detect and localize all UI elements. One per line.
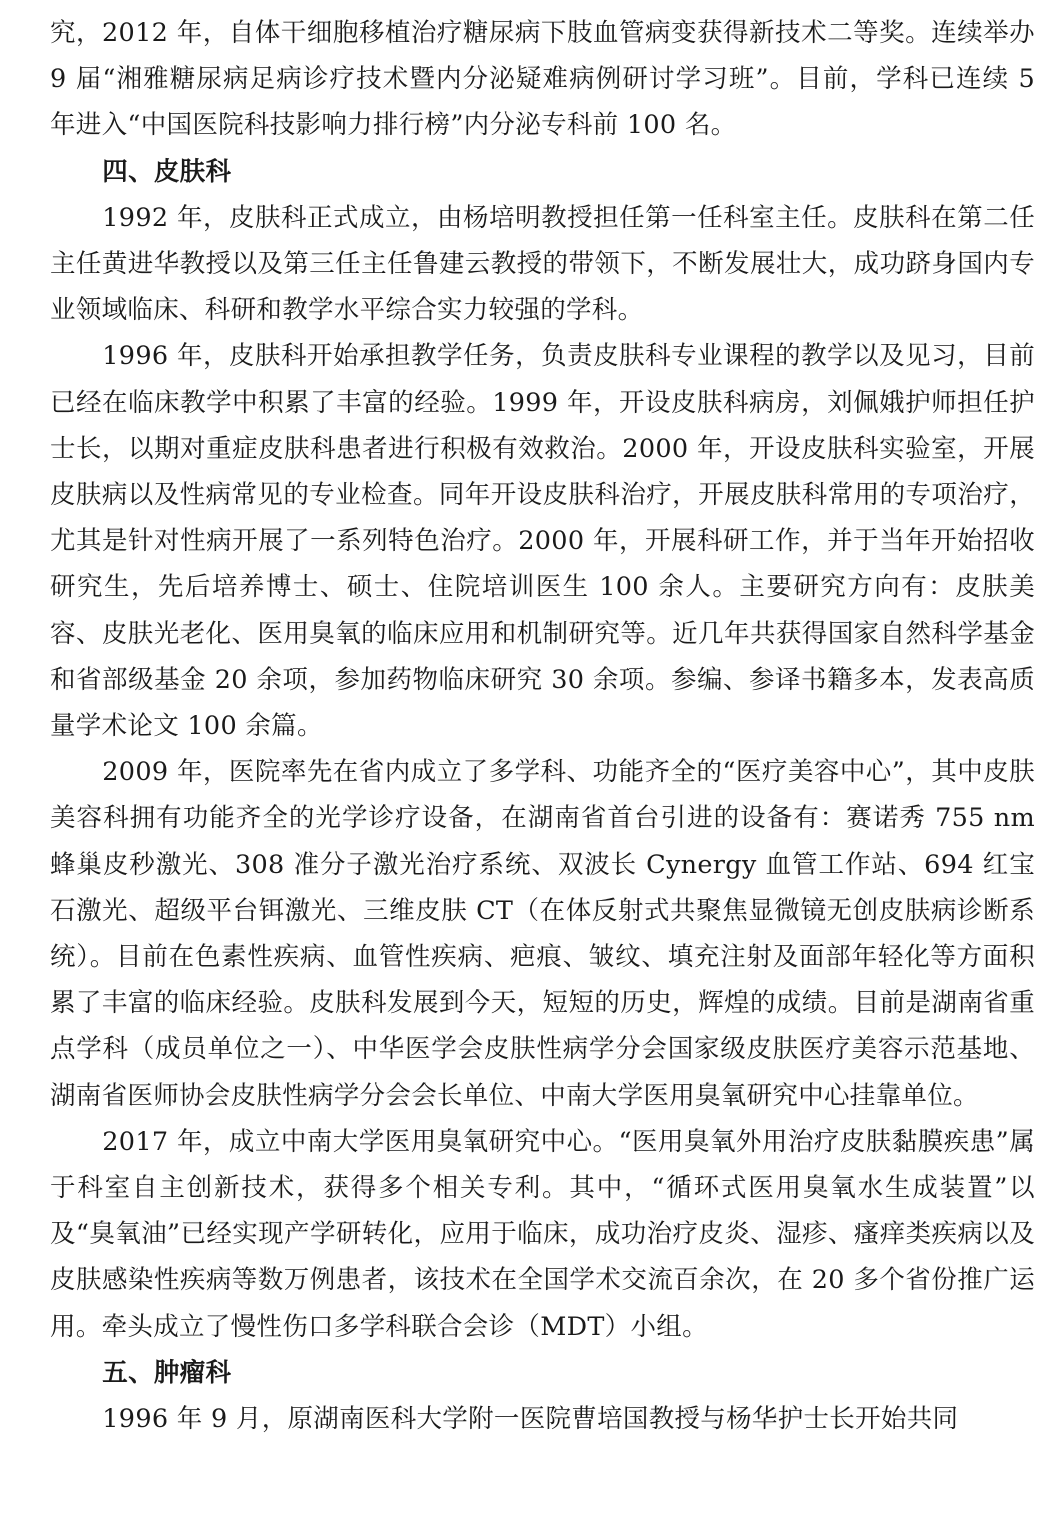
paragraph-continuation: 究，2012 年，自体干细胞移植治疗糖尿病下肢血管病变获得新技术二等奖。连续举办 9 届“湘雅糖尿病足病诊疗技术暨内分泌疑难病例研讨学习班”。目前，学科已连续 5 年进入“中国医院科技影响力排行榜”内分泌专科前 100 名。 — [50, 18, 1035, 141]
document-page — [50, 10, 1035, 1442]
paragraph-oncology-start: 1996 年 9 月，原湖南医科大学附一医院曹培国教授与杨华护士长开始共同 — [102, 1404, 959, 1435]
paragraph-cosmetic-center: 2009 年，医院率先在省内成立了多学科、功能齐全的“医疗美容中心”，其中皮肤美容科拥有功能齐全的光学诊疗设备，在湖南省首台引进的设备有：赛诺秀 755 nm 蜂巢皮秒激光、308 准分子激光治疗系统、双波长 Cynergy 血管工作站、694 红宝石激光、超级平台铒激光、三维皮肤 CT（在体反射式共聚焦显微镜无创皮肤病诊断系统）。目前在色素性疾病、血管性疾病、疤痕、皱纹、填充注射及面部年轻化等方面积累了丰富的临床经验。皮肤科发展到今天，短短的历史，辉煌的成绩。目前是湖南省重点学科（成员单位之一）、中华医学会皮肤性病学分会国家级皮肤医疗美容示范基地、湖南省医师协会皮肤性病学分会会长单位、中南大学医用臭氧研究中心挂靠单位。 — [50, 757, 1035, 1111]
section-heading-oncology: 五、肿瘤科 — [102, 1357, 232, 1388]
paragraph-dermatology-founding: 1992 年，皮肤科正式成立，由杨培明教授担任第一任科室主任。皮肤科在第二任主任黄进华教授以及第三任主任鲁建云教授的带领下，不断发展壮大，成功跻身国内专业领域临床、科研和教学水平综合实力较强的学科。 — [50, 202, 1035, 326]
paragraph-ozone-center: 2017 年，成立中南大学医用臭氧研究中心。“医用臭氧外用治疗皮肤黏膜疾患”属于科室自主创新技术，获得多个相关专利。其中，“循环式医用臭氧水生成装置”以及“臭氧油”已经实现产学研转化，应用于临床，成功治疗皮炎、湿疹、瘙痒类疾病以及皮肤感染性疾病等数万例患者，该技术在全国学术交流百余次，在 20 多个省份推广运用。牵头成立了慢性伤口多学科联合会诊（MDT）小组。 — [50, 1126, 1035, 1342]
paragraph-dermatology-teaching: 1996 年，皮肤科开始承担教学任务，负责皮肤科专业课程的教学以及见习，目前已经在临床教学中积累了丰富的经验。1999 年，开设皮肤科病房，刘佩娥护师担任护士长，以期对重症皮肤科患者进行积极有效救治。2000 年，开设皮肤科实验室，开展皮肤病以及性病常见的专业检查。同年开设皮肤科治疗，开展皮肤科常用的专项治疗，尤其是针对性病开展了一系列特色治疗。2000 年，开展科研工作，并于当年开始招收研究生，先后培养博士、硕士、住院培训医生 100 余人。主要研究方向有：皮肤美容、皮肤光老化、医用臭氧的临床应用和机制研究等。近几年共获得国家自然科学基金和省部级基金 20 余项，参加药物临床研究 30 余项。参编、参译书籍多本，发表高质量学术论文 100 余篇。 — [50, 341, 1035, 742]
section-heading-dermatology: 四、皮肤科 — [102, 156, 232, 187]
